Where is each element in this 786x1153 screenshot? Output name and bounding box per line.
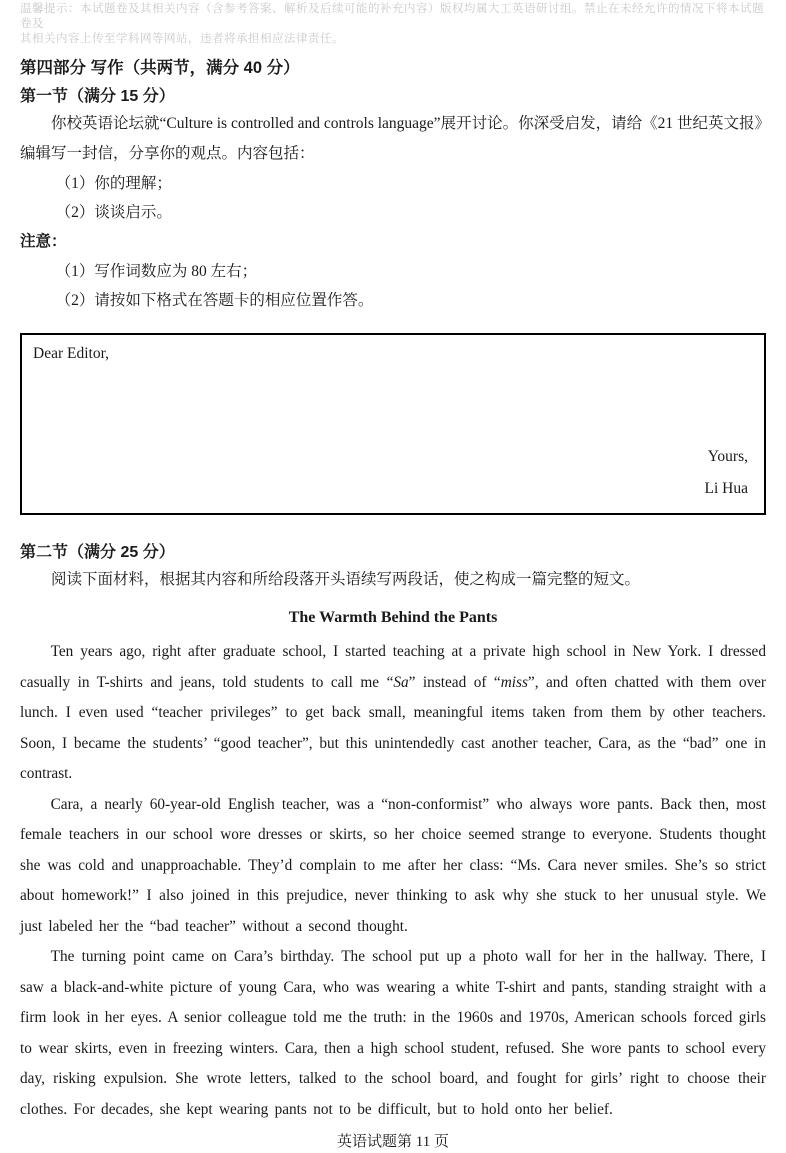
section1-intro: 你校英语论坛就“Culture is controlled and controls language”展开讨论。你深受启发，请给《21 世纪英文报》编辑写一封信，分享你的观点。内容包括： (20, 115, 763, 162)
essay-title: The Warmth Behind the Pants (288, 609, 498, 626)
part4-heading: 第四部分 写作（共两节，满分 40 分） (20, 59, 300, 77)
p1-text-3: ”, and often chatted with them over lunch. I even used “teacher privileges” to get back small, meaningful items taken from them by other teachers. Soon, I became the students’ “good teacher”, but this unintendedly cast another teacher, Cara, as the “bad” one in contrast. (20, 673, 766, 782)
essay-paragraph-1 (20, 637, 766, 790)
p1-italic-sa: Sa (393, 673, 409, 691)
essay-paragraph-2: Cara, a nearly 60-year-old English teacher, was a “non-conformist” who always wore pants. Back then, most female teachers in our school wore dresses or skirts, so her choice seemed strange to everyone. Students thought she was cold and unapproachable. They’d complain to me after her class: “Ms. Cara never smiles. She’s so strict about homework!” I also joined in this prejudice, never thinking to ask why she stuck to her unusual style. We just labeled her the “bad teacher” without a second thought. (20, 795, 766, 935)
letter-signature: Li Hua (704, 480, 748, 497)
notice-item-2: （2）请按如下格式在答题卡的相应位置作答。 (55, 292, 374, 309)
letter-closing: Yours, (707, 448, 748, 465)
section1-heading: 第一节（满分 15 分） (20, 88, 175, 105)
p1-text-2: ” instead of “ (408, 673, 501, 691)
p1-italic-miss: miss (500, 673, 528, 691)
notice-item-1: （1）写作词数应为 80 左右； (55, 263, 258, 280)
essay-paragraph-3: The turning point came on Cara’s birthday. The school put up a photo wall for her in the hallway. There, I saw a black-and-white picture of young Cara, who was wearing a white T-shirt and pants, standing straight with a firm look in her eyes. A senior colleague told me the truth: in the 1960s and 1970s, American schools forced girls to wear skirts, even in freezing winters. Cara, then a high school student, refused. She wore pants to school every day, risking expulsion. She wrote letters, talked to the school board, and fought for girls’ right to choose their clothes. For decades, she kept wearing pants not to be difficult, but to hold onto her belief. (20, 948, 766, 1118)
section1-point-1: （1）你的理解； (55, 175, 172, 192)
copyright-notice-line2: 其相关内容上传至学科网等网站，违者将承担相应法律责任。 (20, 33, 344, 45)
section1-point-2: （2）谈谈启示。 (55, 204, 172, 221)
copyright-notice-line1: 温馨提示：本试题卷及其相关内容（含参考答案、解析及后续可能的补充内容）版权均属大工英语研讨组。禁止在未经允许的情况下将本试题卷及 (20, 3, 764, 30)
section2-intro: 阅读下面材料，根据其内容和所给段落开头语续写两段话，使之构成一篇完整的短文。 (51, 571, 641, 588)
notice-label: 注意： (20, 233, 67, 250)
p1-text-1: Ten years ago, right after graduate school, I started teaching at a private high school in New York. I dressed casually in T-shirts and jeans, told students to call me “ (20, 643, 766, 691)
answer-box (20, 333, 766, 515)
letter-salutation: Dear Editor, (33, 345, 109, 362)
page-number: 英语试题第 11 页 (337, 1134, 449, 1150)
section2-heading: 第二节（满分 25 分） (20, 544, 175, 561)
letter-closing-block (705, 441, 748, 505)
copyright-notice (20, 2, 766, 47)
